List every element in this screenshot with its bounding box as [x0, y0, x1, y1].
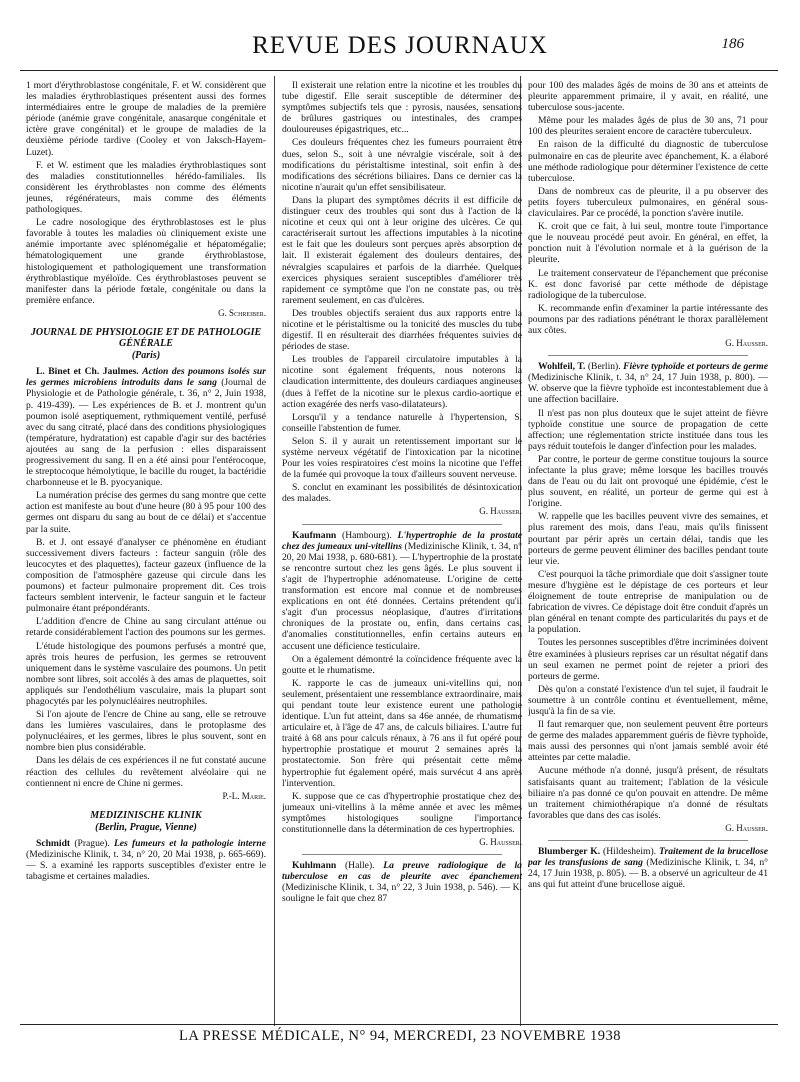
article-place: (Halle). — [344, 860, 375, 872]
article-title: Les fumeurs et la pathologie interne — [113, 838, 266, 849]
paragraph: K. suppose que ce cas d'hypertrophie prostatique chez des jumeaux uni-vitellins à la même année et avec les mêmes symptômes histologiques souligne l'importance constitutionnelle dans la détermination de ces hypertrophies. — [282, 790, 522, 835]
column-1 — [26, 80, 266, 1022]
paragraph: Dans les délais de ces expériences il ne fut constaté aucune réaction des cellules du revêtement alvéolaire qui ne contiennent ni encre de Chine ni germes. — [26, 755, 266, 789]
article-authors: Schmidt — [36, 838, 71, 849]
article-reference: (Medizinische Klinik, t. 34, n° 24, 17 Juin 1938, p. 805). — B. a observé un agriculteur de 41 ans qui fut atteint d'une brucellose aiguë. — [528, 857, 768, 891]
article-abstract — [528, 361, 768, 405]
paragraph: B. et J. ont essayé d'analyser ce phénomène en étudiant successivement divers facteurs : facteur sanguin (rôle des leucocytes et des plaquettes), facteur gazeux (influence de la composition de l'atmosphère gazeuse qui circule dans les poumons) et facteur pulmonaire proprement dit. Ces trois facteurs semblent intervenir, le facteur sanguin et le facteur pulmonaire étant prépondérants. — [26, 536, 266, 615]
paragraph: L'addition d'encre de Chine au sang circulant atténue ou retarde considérablement l'action des poumons sur les germes. — [26, 616, 266, 639]
paragraph: pour 100 des malades âgés de moins de 30 ans et atteints de pleurite apparemment primaire, il y avait, en réalité, une tuberculose sous-jacente. — [528, 80, 768, 114]
paragraph: Selon S. il y aurait un retentissement important sur le système nerveux végétatif de l'intoxication par la nicotine. Pour les voies respiratoires c'est moins la nicotine que l'effet de la fumée qui provoque la toux d'ailleurs souvent nerveuse. — [282, 435, 522, 481]
paragraph: Toutes les personnes susceptibles d'être incriminées doivent être examinées à plusieurs reprises car un résultat négatif dans un seul examen ne permet point de rejeter a priori des porteurs de germe. — [528, 637, 768, 682]
page-header — [0, 30, 800, 64]
separator — [548, 355, 748, 356]
article-abstract — [282, 860, 522, 904]
column-divider-1 — [274, 76, 275, 1026]
paragraph: K. rapporte le cas de jumeaux uni-vitellins qui, non seulement, présentaient une ressemblance extraordinaire, mais qui pendant toute leur existence eurent une pathologie identique. L'un fut atteint, dans sa 46e année, de rhumatisme articulaire et, à l'âge de 47 ans, de calculs biliaires. L'autre fut traité à 68 ans pour calculs rénaux, à 76 ans il fut opéré pour hypertrophie prostatique et mourut 2 semaines après la prostatectomie. Son frère qui présentait cette même hypertrophie fut également opéré, mais survécut 4 ans après l'intervention. — [282, 677, 522, 789]
journal-city: (Paris) — [131, 350, 161, 362]
header-rule — [20, 70, 778, 71]
paragraph: K. recommande enfin d'examiner la partie intéressante des poumons par des radiations pénétrant le thorax parallèlement aux côtes. — [528, 302, 768, 336]
separator — [302, 854, 502, 855]
journal-section-title: REVUE DES JOURNAUX — [252, 32, 548, 59]
article-authors: L. Binet et Ch. Jaulmes. — [36, 366, 139, 378]
paragraph: L'étude histologique des poumons perfusés a montré que, après trois heures de perfusion, les germes se retrouvent uniquement dans le système vasculaire des poumons. Un petit nombre sont libres, soit accolés à des amas de plaquettes, soit appliqués sur l'endothélium vasculaire, mais la plupart sont phagocytés par les polynucléaires neutrophiles. — [26, 640, 266, 707]
article-place: (Hildesheim). — [603, 846, 657, 857]
paragraph: Aucune méthode n'a donné, jusqu'à présent, de résultats satisfaisants quant au traitement; l'ablation de la vésicule biliaire n'a pas donné ce qu'on pouvait en attendre. De même un traitement chimiothérapique n'a donné de résultats favorables que dans des cas isolés. — [528, 765, 768, 821]
article-title: Fièvre typhoïde et porteurs de germe — [623, 361, 768, 373]
article-reference: (Medizinische Klinik, t. 34, n° 24, 17 Juin 1938, p. 800). — W. observe que la fièvre typhoïde est incontestablement due à une affection bacillaire. — [528, 372, 768, 406]
article-reference: (Medizinische Klinik, t. 34, n° 22, 3 Juin 1938, p. 546). — K. souligne le fait que chez 87 — [282, 882, 522, 905]
signature: G. Hausser. — [479, 837, 522, 848]
article-abstract — [26, 366, 266, 488]
paragraph: Dès qu'on a constaté l'existence d'un tel sujet, il faudrait le soumettre à un contrôle continu et éventuellement, même, jusqu'à la fin de sa vie. — [528, 683, 768, 717]
paragraph: F. et W. estiment que les maladies érythroblastiques sont des maladies constitutionnelles hérédo-familiales. Ils considèrent les érythroblastes non comme des éléments jeunes, régénérateurs, mais comme des éléments pathologiques. — [26, 159, 266, 216]
column-2 — [282, 80, 522, 1022]
journal-heading: MEDIZINISCHE KLINIK — [90, 809, 202, 821]
signature: P.-L. Marie. — [222, 790, 266, 801]
article-reference: (Medizinische Klinik, t. 34, n° 20, 20 Mai 1938, p. 665-669). — S. a examiné les rapports susceptibles d'exister entre le tabagisme et certaines maladies. — [26, 849, 266, 883]
journal-city: (Berlin, Prague, Vienne) — [95, 821, 197, 833]
article-title: La preuve radiologique de la tuberculose en cas de pleurite avec épanchement — [282, 860, 522, 883]
article-abstract — [282, 530, 522, 652]
paragraph: K. croit que ce fait, à lui seul, montre toute l'importance que le nouveau procédé peut avoir. En général, en effet, la ponction nuit à l'évolution normale et à la guérison de la pleurite. — [528, 221, 768, 266]
page-footer: LA PRESSE MÉDICALE, N° 94, MERCREDI, 23 NOVEMBRE 1938 — [179, 1028, 621, 1044]
paragraph: Dans la plupart des symptômes décrits il est difficile de distinguer ceux des troubles qui sont dus à l'action de la nicotine et ceux qui ont à leur origine des ulcères. Ce qui caractériserait surtout les affections imputables à la nicotine est le fait que les douleurs sont perçues après absorption de lait. Il existerait également des douleurs dentaires, des névralgies scapulaires et parfois de la diarrhée. Quelques exercices physiques seraient susceptibles d'améliorer très rapidement ce symptôme que l'on ne constate pas, ou très rarement seulement, en cas d'ulcères. — [282, 194, 522, 306]
separator — [548, 840, 748, 841]
article-reference: (Journal de Physiologie et de Pathologie générale, t. 36, n° 2, Juin 1938, p. 419-439). — Les expériences de B. et J. montrent qu'un poumon isolé aseptiquement, rythmiquement ventilé, perfusé avec du sang citraté, placé dans des conditions physiologiques (température, hydratation) est capable d'agir sur des bactéries ajoutées au sang de la perfusion : elles disparaissent progressivement du sang. Il en a été ainsi pour l'entérocoque, le streptocoque hémolytique, le bacille du rouget, la bactéridie charbonneuse et le B. pyocyanique. — [26, 377, 266, 489]
paragraph: W. rappelle que les bacilles peuvent vivre des semaines, et plus rarement des mois, dans l'eau, mais qu'ils finissent pourtant par périr après un certain délai, tandis que les porteurs de germe peuvent éliminer des bacilles pendant toute leur vie. — [528, 511, 768, 567]
article-abstract — [528, 846, 768, 890]
article-place: (Prague). — [74, 838, 110, 849]
paragraph: Lorsqu'il y a tendance naturelle à l'hypertension, S. conseille l'abstention de fumer. — [282, 411, 522, 434]
paragraph: Il existerait une relation entre la nicotine et les troubles du tube digestif. Elle serait susceptible de déterminer des symptômes subjectifs tels que : pyrosis, nausées, sensations de brûlures gastriques ou intestinales, des crampes douloureuses épigastriques, etc... — [282, 80, 522, 136]
article-title: Action des poumons isolés sur les germes microbiens introduits dans le sang — [26, 366, 266, 389]
paragraph: Le traitement conservateur de l'épanchement que préconise K. est donc favorisé par cette méthode de dépistage radiologique de la tuberculose. — [528, 267, 768, 301]
footer-rule — [20, 1024, 778, 1025]
paragraph: On a également démontré la coïncidence fréquente avec la goutte et le rhumatisme. — [282, 653, 522, 676]
paragraph: S. conclut en examinant les possibilités de désintoxication des malades. — [282, 482, 522, 505]
paragraph: En raison de la difficulté du diagnostic de tuberculose pulmonaire en cas de pleurite avec épanchement, K. a élaboré une méthode radiologique pour déterminer l'existence de cette tuberculose. — [528, 139, 768, 184]
paragraph: Il n'est pas non plus douteux que le sujet atteint de fièvre typhoïde constitue une source de propagation de cette affection; une réglementation stricte instituée dans tous les pays réduit toutefois le danger d'infection pour les malades. — [528, 407, 768, 452]
article-place: (Hambourg). — [342, 529, 392, 541]
article-authors: Blumberger K. — [538, 846, 601, 857]
article-title: Traitement de la brucellose par les transfusions de sang — [528, 846, 768, 869]
paragraph: Même pour les malades âgés de plus de 30 ans, 71 pour 100 des pleurites seraient encore de caractère tuberculeux. — [528, 115, 768, 138]
paragraph: Par contre, le porteur de germe constitue toujours la source infectante la plus grave; même lorsque les bacilles trouvés dans de l'eau ou du lait ont provoqué une épidémie, c'est le plus souvent, en réalité, un porteur de germe qui est à l'origine. — [528, 453, 768, 510]
article-abstract — [26, 838, 266, 882]
article-authors: Wohlfeil, T. — [538, 361, 586, 373]
column-3 — [528, 80, 768, 1022]
paragraph: Il faut remarquer que, non seulement peuvent être porteurs de germe des malades apparemment guéris de fièvre typhoïde, mais aussi des personnes qui n'ont jamais semblé avoir été atteintes par cette maladie. — [528, 719, 768, 764]
paragraph: Les troubles de l'appareil circulatoire imputables à la nicotine sont également fréquents, nous noterons la claudication intermittente, des douleurs cardiaques angineuses (dues à l'effet de la nicotine sur le plexus cardio-aortique et action exagérée des nerfs vaso-dilatateurs). — [282, 354, 522, 410]
paragraph: Dans de nombreux cas de pleurite, il a pu observer des petits foyers tuberculeux pulmonaires, en général sous-claviculaires. Par ce procédé, la ponction s'avère inutile. — [528, 185, 768, 220]
page-number: 186 — [721, 36, 744, 52]
paragraph: Le cadre nosologique des érythroblastoses est le plus favorable à toutes les maladies où cliniquement existe une anémie importante avec splénomégalie et hépatomégalie; hématologiquement une grande érythroblastose, histologiquement et pathologiquement une transformation érythroblastique myéloïde. Ces érythroblastoses peuvent se manifester dans la période fœtale, congénitale ou dans la première enfance. — [26, 217, 266, 306]
journal-heading: JOURNAL DE PHYSIOLOGIE ET DE PATHOLOGIE GÉNÉRALE — [30, 326, 262, 350]
paragraph: La numération précise des germes du sang montre que cette action est manifeste au bout d'une heure (80 à 95 pour 100 des germes ont disparu du sang au bout de ce délai) et s'accentue par la suite. — [26, 490, 266, 535]
signature: G. Hausser. — [725, 822, 768, 833]
article-title: L'hypertrophie de la prostate chez des jumeaux uni-vitellins — [282, 529, 522, 552]
article-reference: (Medizinische Klinik, t. 34, n° 20, 20 Mai 1938, p. 680-681). — L'hypertrophie de la prostate se rencontre surtout chez les gens âgés. Le plus souvent il s'agit de l'hypertrophie adénomateuse. L'origine de cette transformation est encore mal connue et de nombreuses explications en ont été données. Certains prétendent qu'il s'agit d'un processus néoplasique, d'autres d'irritations chroniques de la prostate ou, enfin, dans certains cas, d'anomalies constitutionnelles, enfin certains auteurs en accusent une déficience testiculaire. — [282, 540, 522, 652]
separator — [302, 524, 502, 525]
article-authors: Kaufmann — [292, 529, 337, 541]
paragraph: C'est pourquoi la tâche primordiale que doit s'assigner toute mesure d'hygiène est le dépistage de ces porteurs et leur éloignement de toute entreprise de manipulation ou de fabrication de vivres. Ce dépistage doit être conduit d'après un plan général en tenant compte des particularités du pays et de la population. — [528, 568, 768, 636]
paragraph: Des troubles objectifs seraient dus aux rapports entre la nicotine et le péristaltisme ou la tonicité des muscles du tube digestif. Il en résulterait des diarrhées fréquentes suivies de périodes de stase. — [282, 307, 522, 353]
signature: G. Hausser. — [725, 338, 768, 349]
paragraph: Ces douleurs fréquentes chez les fumeurs pourraient être dues, selon S., soit à une névralgie viscérale, soit à des modifications du péristaltisme intestinal, soit enfin à des modifications des sécrétions biliaires. Dans ce dernier cas la nicotine n'aurait qu'un effet sensibilisateur. — [282, 137, 522, 193]
paragraph: 1 mort d'érythroblastose congénitale, F. et W. considèrent que les maladies érythroblastiques présentent aussi des formes intermédiaires entre le groupe de maladies de la première période (anémie grave congénitale, anasarque congénitale et ictère grave congénital) et le groupe de maladies de la deuxième période tardive (Cooley et von Jaksch-Hayem-Luzet). — [26, 80, 266, 158]
signature: G. Schreiber. — [218, 307, 266, 318]
article-place: (Berlin). — [587, 361, 621, 373]
article-authors: Kuhlmann — [292, 860, 337, 872]
signature: G. Hausser. — [479, 506, 522, 517]
paragraph: Si l'on ajoute de l'encre de Chine au sang, elle se retrouve dans les lumières vasculaires, dans le protoplasme des polynucléaires, et les germes, libres le plus souvent, sont en nombre bien plus considérable. — [26, 709, 266, 754]
